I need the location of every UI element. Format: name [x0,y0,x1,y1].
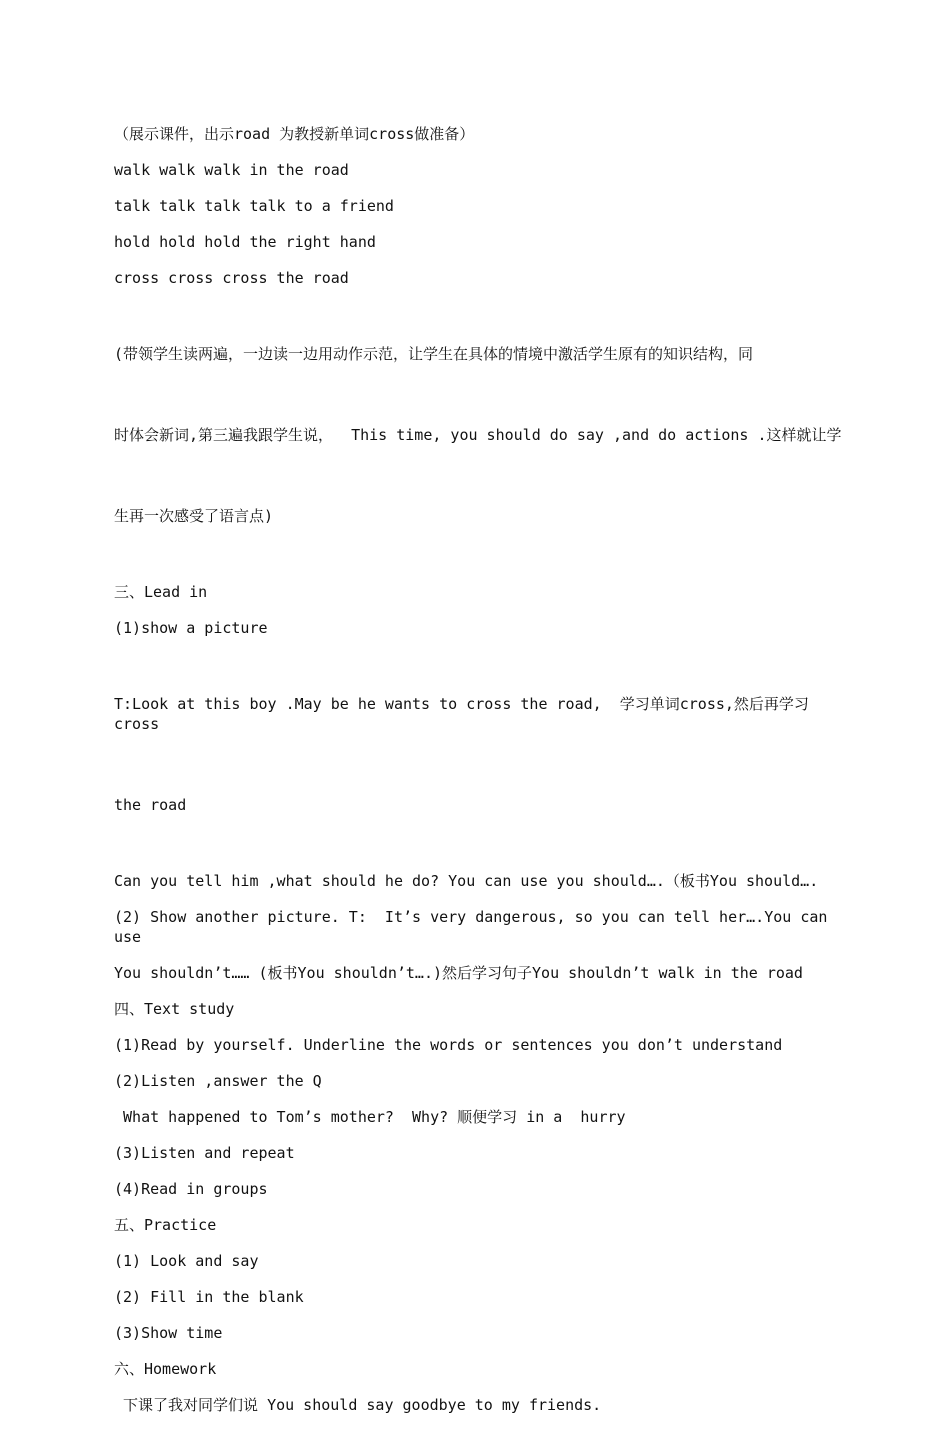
paragraph-line: (带领学生读两遍，一边读一边用动作示范，让学生在具体的情境中激活学生原有的知识结构，同 [114,345,754,363]
teaching-note-paragraph [114,304,844,566]
lead-in-shouldnt-line: You shouldn’t…… (板书You shouldn’t….)然后学习句子You shouldn’t walk in the road [114,964,803,982]
paragraph-line: 生再一次感受了语言点) [114,507,274,525]
list-item: (2) Show another picture. T: It’s very dangerous, so you can tell her….You can use [114,908,837,946]
chant-line-hold: hold hold hold the right hand [114,233,376,251]
paragraph-line: the road [114,796,187,814]
document-body [114,124,844,1431]
chant-line-walk: walk walk walk in the road [114,161,349,179]
list-item: (2)Listen ,answer the Q [114,1072,322,1090]
section-heading-text-study: 四、Text study [114,1000,235,1018]
list-item: (2) Fill in the blank [114,1288,304,1306]
list-item: (1) Look and say [114,1252,259,1270]
lead-in-question-line: Can you tell him ,what should he do? You can use you should….（板书You should…. [114,872,819,890]
paragraph-line: T:Look at this boy .May be he wants to cross the road, 学习单词cross,然后再学习cross [114,695,809,733]
list-item: (1)Read by yourself. Underline the words or sentences you don’t understand [114,1036,783,1054]
section-heading-lead-in: 三、Lead in [114,583,208,601]
section-heading-practice: 五、Practice [114,1216,217,1234]
list-item: (4)Read in groups [114,1180,268,1198]
lead-in-paragraph [114,654,844,855]
paragraph-line: 时体会新词,第三遍我跟学生说， This time, you should do say ,and do actions .这样就让学 [114,426,842,444]
list-item: (3)Listen and repeat [114,1144,295,1162]
section-heading-homework: 六、Homework [114,1360,217,1378]
chant-line-cross: cross cross cross the road [114,269,349,287]
list-item-question: What happened to Tom’s mother? Why? 顺便学习 in a hurry [114,1108,626,1126]
chant-line-talk: talk talk talk talk to a friend [114,197,394,215]
homework-text: 下课了我对同学们说 You should say goodbye to my friends. [114,1396,602,1414]
list-item: (3)Show time [114,1324,223,1342]
list-item: (1)show a picture [114,619,268,637]
intro-note: （展示课件，出示road 为教授新单词cross做准备） [114,125,475,143]
